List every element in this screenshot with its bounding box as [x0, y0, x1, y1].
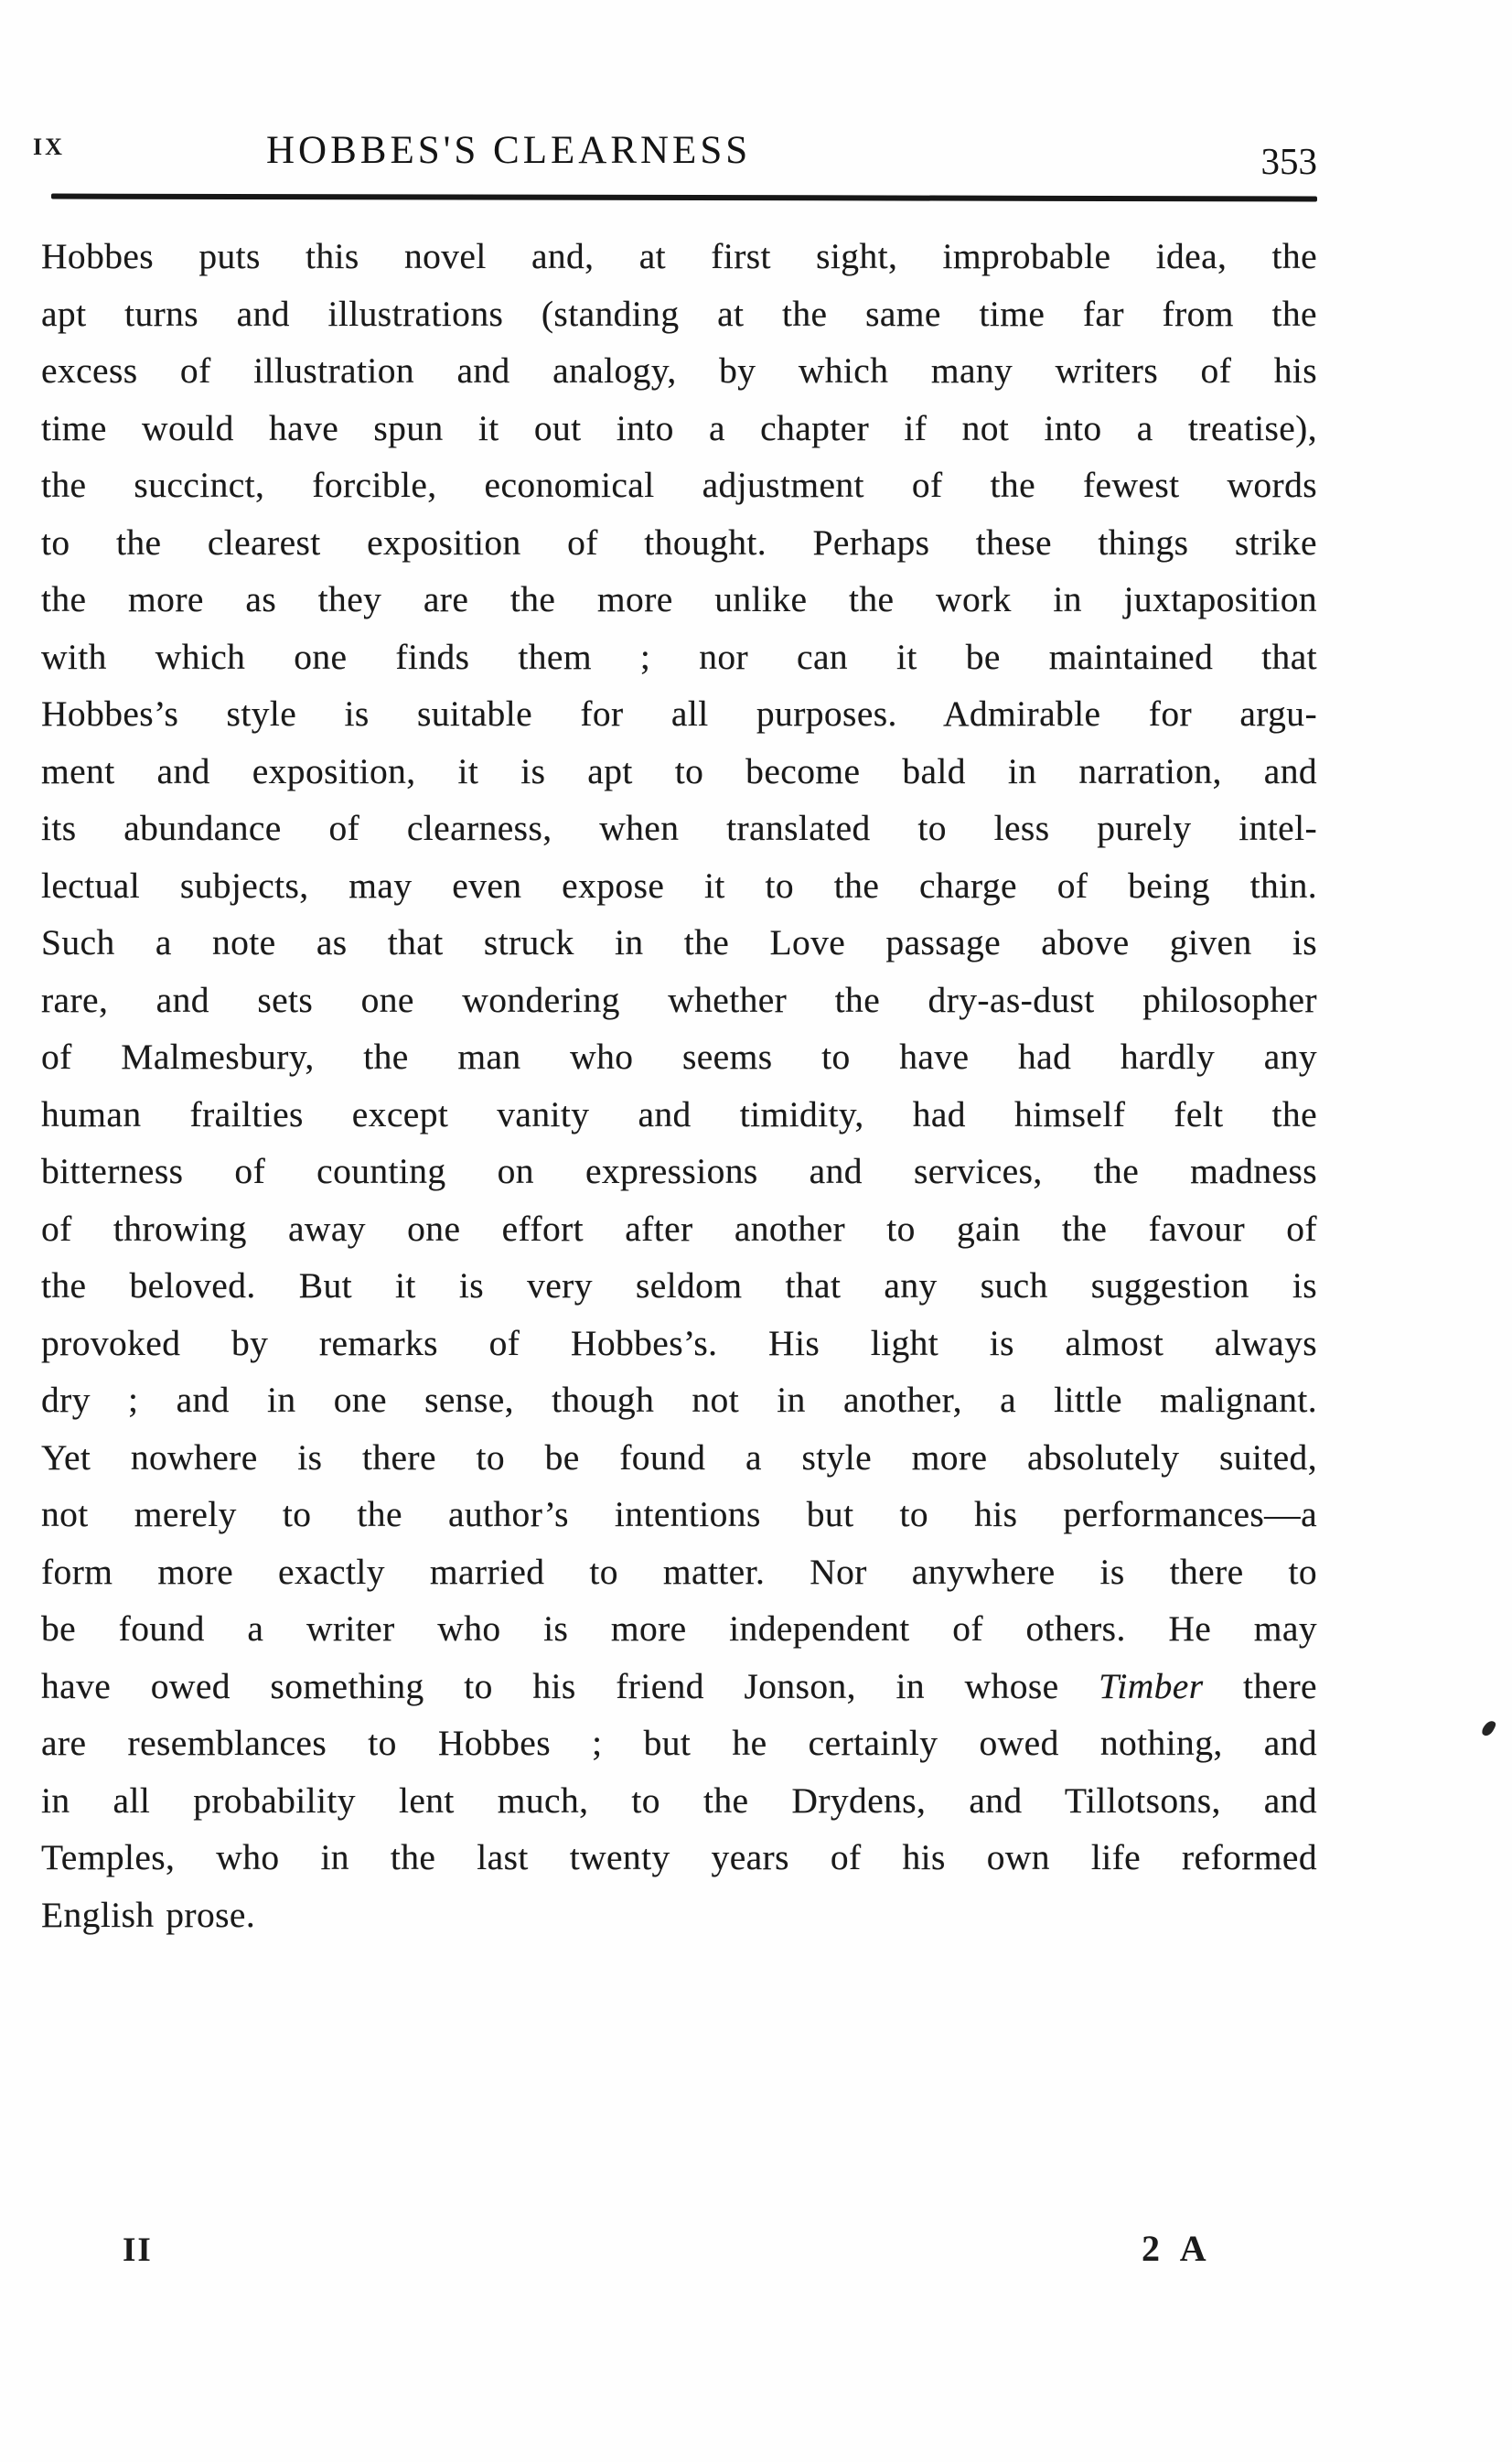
text-line: time would have spun it out into a chapter if not into a treatise),	[41, 407, 1317, 448]
body-text	[41, 228, 1317, 1943]
text-line: Such a note as that struck in the Love passage above given is	[41, 922, 1317, 962]
text-line: provoked by remarks of Hobbes’s. His light is almost always	[41, 1322, 1317, 1363]
text-line: to the clearest exposition of thought. Perhaps these things strike	[41, 521, 1317, 563]
text-line: Hobbes’s style is suitable for all purposes. Admirable for argu-	[41, 693, 1317, 734]
text-line: English prose.	[41, 1894, 256, 1935]
volume-signature: II	[123, 2231, 153, 2269]
text-line: bitterness of counting on expressions and services, the madness	[41, 1151, 1317, 1191]
text-line: are resemblances to Hobbes ; but he certainly owed nothing, and	[41, 1723, 1317, 1763]
chapter-number: IX	[33, 134, 65, 160]
running-title: HOBBES'S CLEARNESS	[266, 129, 752, 172]
text-line: of Malmesbury, the man who seems to have had hardly any	[41, 1037, 1317, 1077]
text-line: apt turns and illustrations (standing at the same time far from the	[41, 293, 1317, 334]
text-line: human frailties except vanity and timidity, had himself felt the	[41, 1093, 1317, 1134]
header-rule	[51, 194, 1317, 202]
text-line: in all probability lent much, to the Drydens, and Tillotsons, and	[41, 1779, 1317, 1821]
text-line: its abundance of clearness, when translated to less purely intel-	[41, 808, 1317, 848]
text-line: not merely to the author’s intentions but to his performances—a	[41, 1494, 1317, 1534]
page-number: 353	[1260, 140, 1317, 182]
text-line: of throwing away one effort after another to gain the favour of	[41, 1208, 1317, 1249]
text-line: the succinct, forcible, economical adjustment of the fewest words	[41, 465, 1317, 505]
text-line: lectual subjects, may even expose it to the charge of being thin.	[41, 865, 1317, 906]
text-line: form more exactly married to matter. Nor anywhere is there to	[41, 1551, 1317, 1592]
text-line: Temples, who in the last twenty years of his own life reformed	[41, 1837, 1317, 1877]
text-line: the beloved. But it is very seldom that any such suggestion is	[41, 1265, 1317, 1306]
text-line: have owed something to his friend Jonson, in whose Timber there	[41, 1665, 1317, 1706]
text-line: the more as they are the more unlike the work in juxtaposition	[41, 579, 1317, 619]
text-line: Yet nowhere is there to be found a style more absolutely suited,	[41, 1436, 1317, 1478]
text-line: ment and exposition, it is apt to become bald in narration, and	[41, 750, 1317, 791]
text-line: dry ; and in one sense, though not in another, a little malignant.	[41, 1380, 1317, 1420]
text-line: with which one finds them ; nor can it be maintained that	[41, 636, 1317, 677]
printer-signature: 2 A	[1142, 2228, 1207, 2269]
text-line: rare, and sets one wondering whether the dry-as-dust philosopher	[41, 979, 1317, 1020]
text-line: Hobbes puts this novel and, at first sight, improbable idea, the	[41, 236, 1317, 276]
text-line: excess of illustration and analogy, by which many writers of his	[41, 350, 1317, 391]
ink-speck	[1480, 1718, 1496, 1737]
text-line: be found a writer who is more independent of others. He may	[41, 1608, 1317, 1649]
